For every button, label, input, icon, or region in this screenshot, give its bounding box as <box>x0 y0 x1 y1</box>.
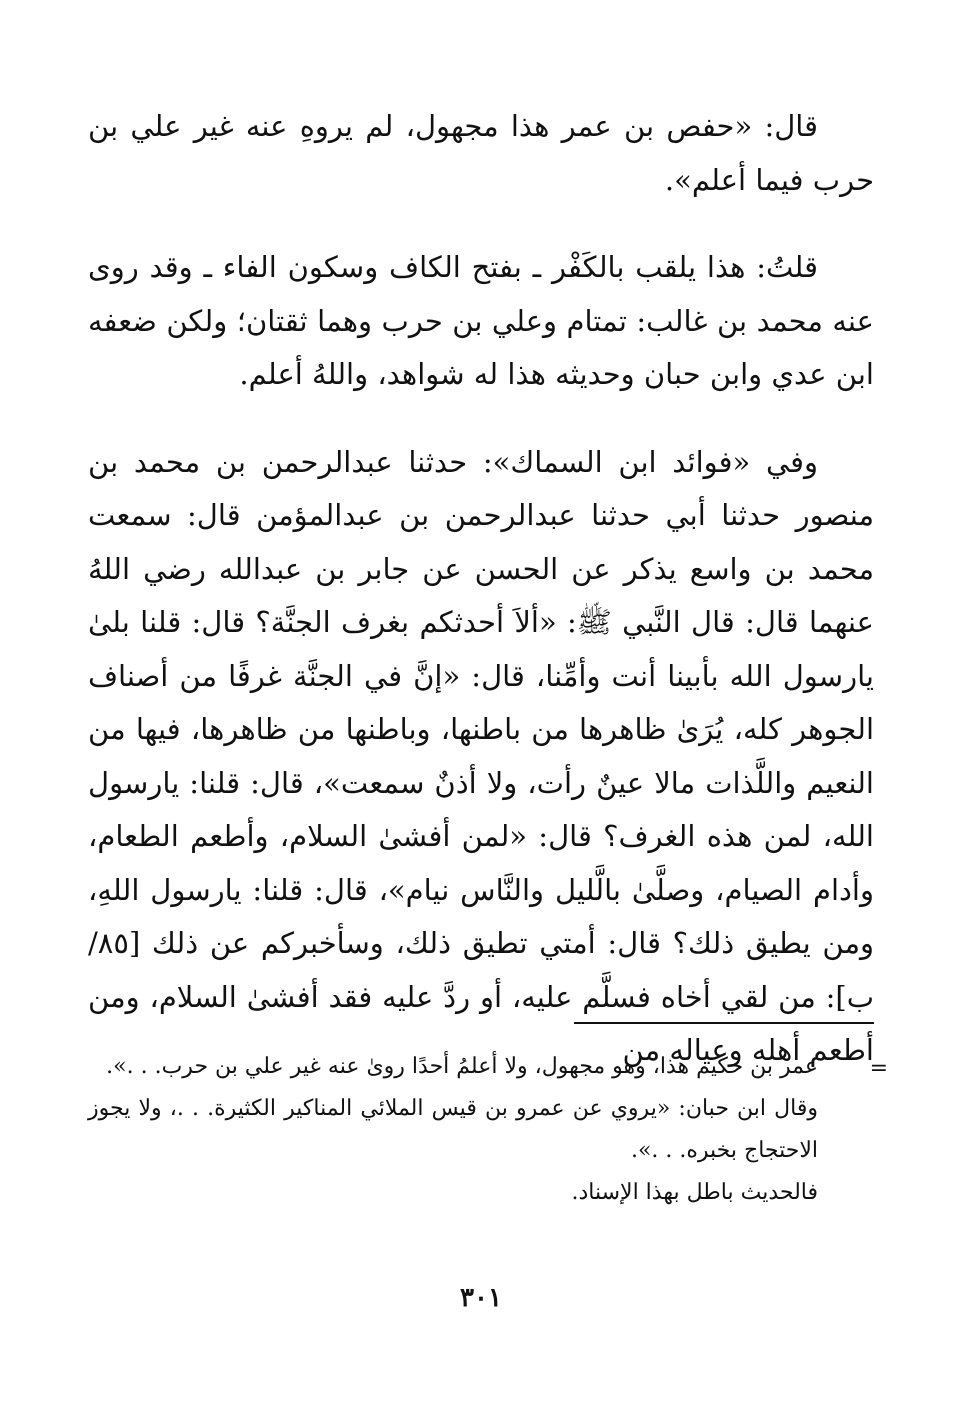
footnote-separator <box>574 1022 874 1024</box>
footnote-continuation-marker: = <box>869 1056 888 1081</box>
paragraph-hafs-quote: قال: «حفص بن عمر هذا مجهول، لم يروهِ عنه غير علي بن حرب فيما أعلم». <box>88 109 874 197</box>
footnotes <box>88 1046 888 1214</box>
footnote-line: عمر بن حكيم هذا، وهو مجهول، ولا أعلمُ أحدًا روىٰ عنه غير علي بن حرب. . .». <box>106 1054 818 1079</box>
paragraph-hadith: وفي «فوائد ابن السماك»: حدثنا عبدالرحمن بن محمد بن منصور حدثنا أبي حدثنا عبدالرحمن بن عبدالمؤمن قال: سمعت محمد بن واسع يذكر عن الحسن عن جابر بن عبدالله رضي اللهُ عنهما قال: قال النَّبي ﷺ: «ألاَ أحدثكم بغرف الجنَّة؟ قال: قلنا بلىٰ يارسول الله بأبينا أنت وأمِّنا، قال: «إنَّ في الجنَّة غرفًا من أصناف الجوهر كله، يُرَىٰ ظاهرها من باطنها، وباطنها من ظاهرها، فيها من النعيم واللَّذات مالا عينٌ رأت، ولا أذنٌ سمعت»، قال: قلنا: يارسول الله، لمن هذه الغرف؟ قال: «لمن أفشىٰ السلام، وأطعم الطعام، وأدام الصيام، وصلَّىٰ بالَّليل والنَّاس نيام»، قال: قلنا: يارسول اللهِ، ومن يطيق ذلك؟ قال: أمتي تطيق ذلك، وسأخبركم عن ذلك [٨٥/ب]: من لقي أخاه فسلَّم عليه، أو ردَّ عليه فقد أفشىٰ السلام، ومن أطعم أهله وعياله من <box>88 444 874 1067</box>
footnote-line: وقال ابن حبان: «يروي عن عمرو بن قيس الملائي المناكير الكثيرة. . .، ولا يجوز الاحتجاج بخبره. . .». <box>88 1096 818 1163</box>
page-number: ٣٠١ <box>460 1283 502 1313</box>
footnote-line: فالحديث باطل بهذا الإسناد. <box>571 1180 818 1205</box>
paragraph-author-comment: قلتُ: هذا يلقب بالكَفْر ـ بفتح الكاف وسكون الفاء ـ وقد روى عنه محمد بن غالب: تمتام وعلي بن حرب وهما ثقتان؛ ولكن ضعفه ابن عدي وابن حبان وحديثه هذا له شواهد، واللهُ أعلم. <box>88 250 874 391</box>
book-page <box>88 100 888 1380</box>
main-text <box>88 100 874 1078</box>
